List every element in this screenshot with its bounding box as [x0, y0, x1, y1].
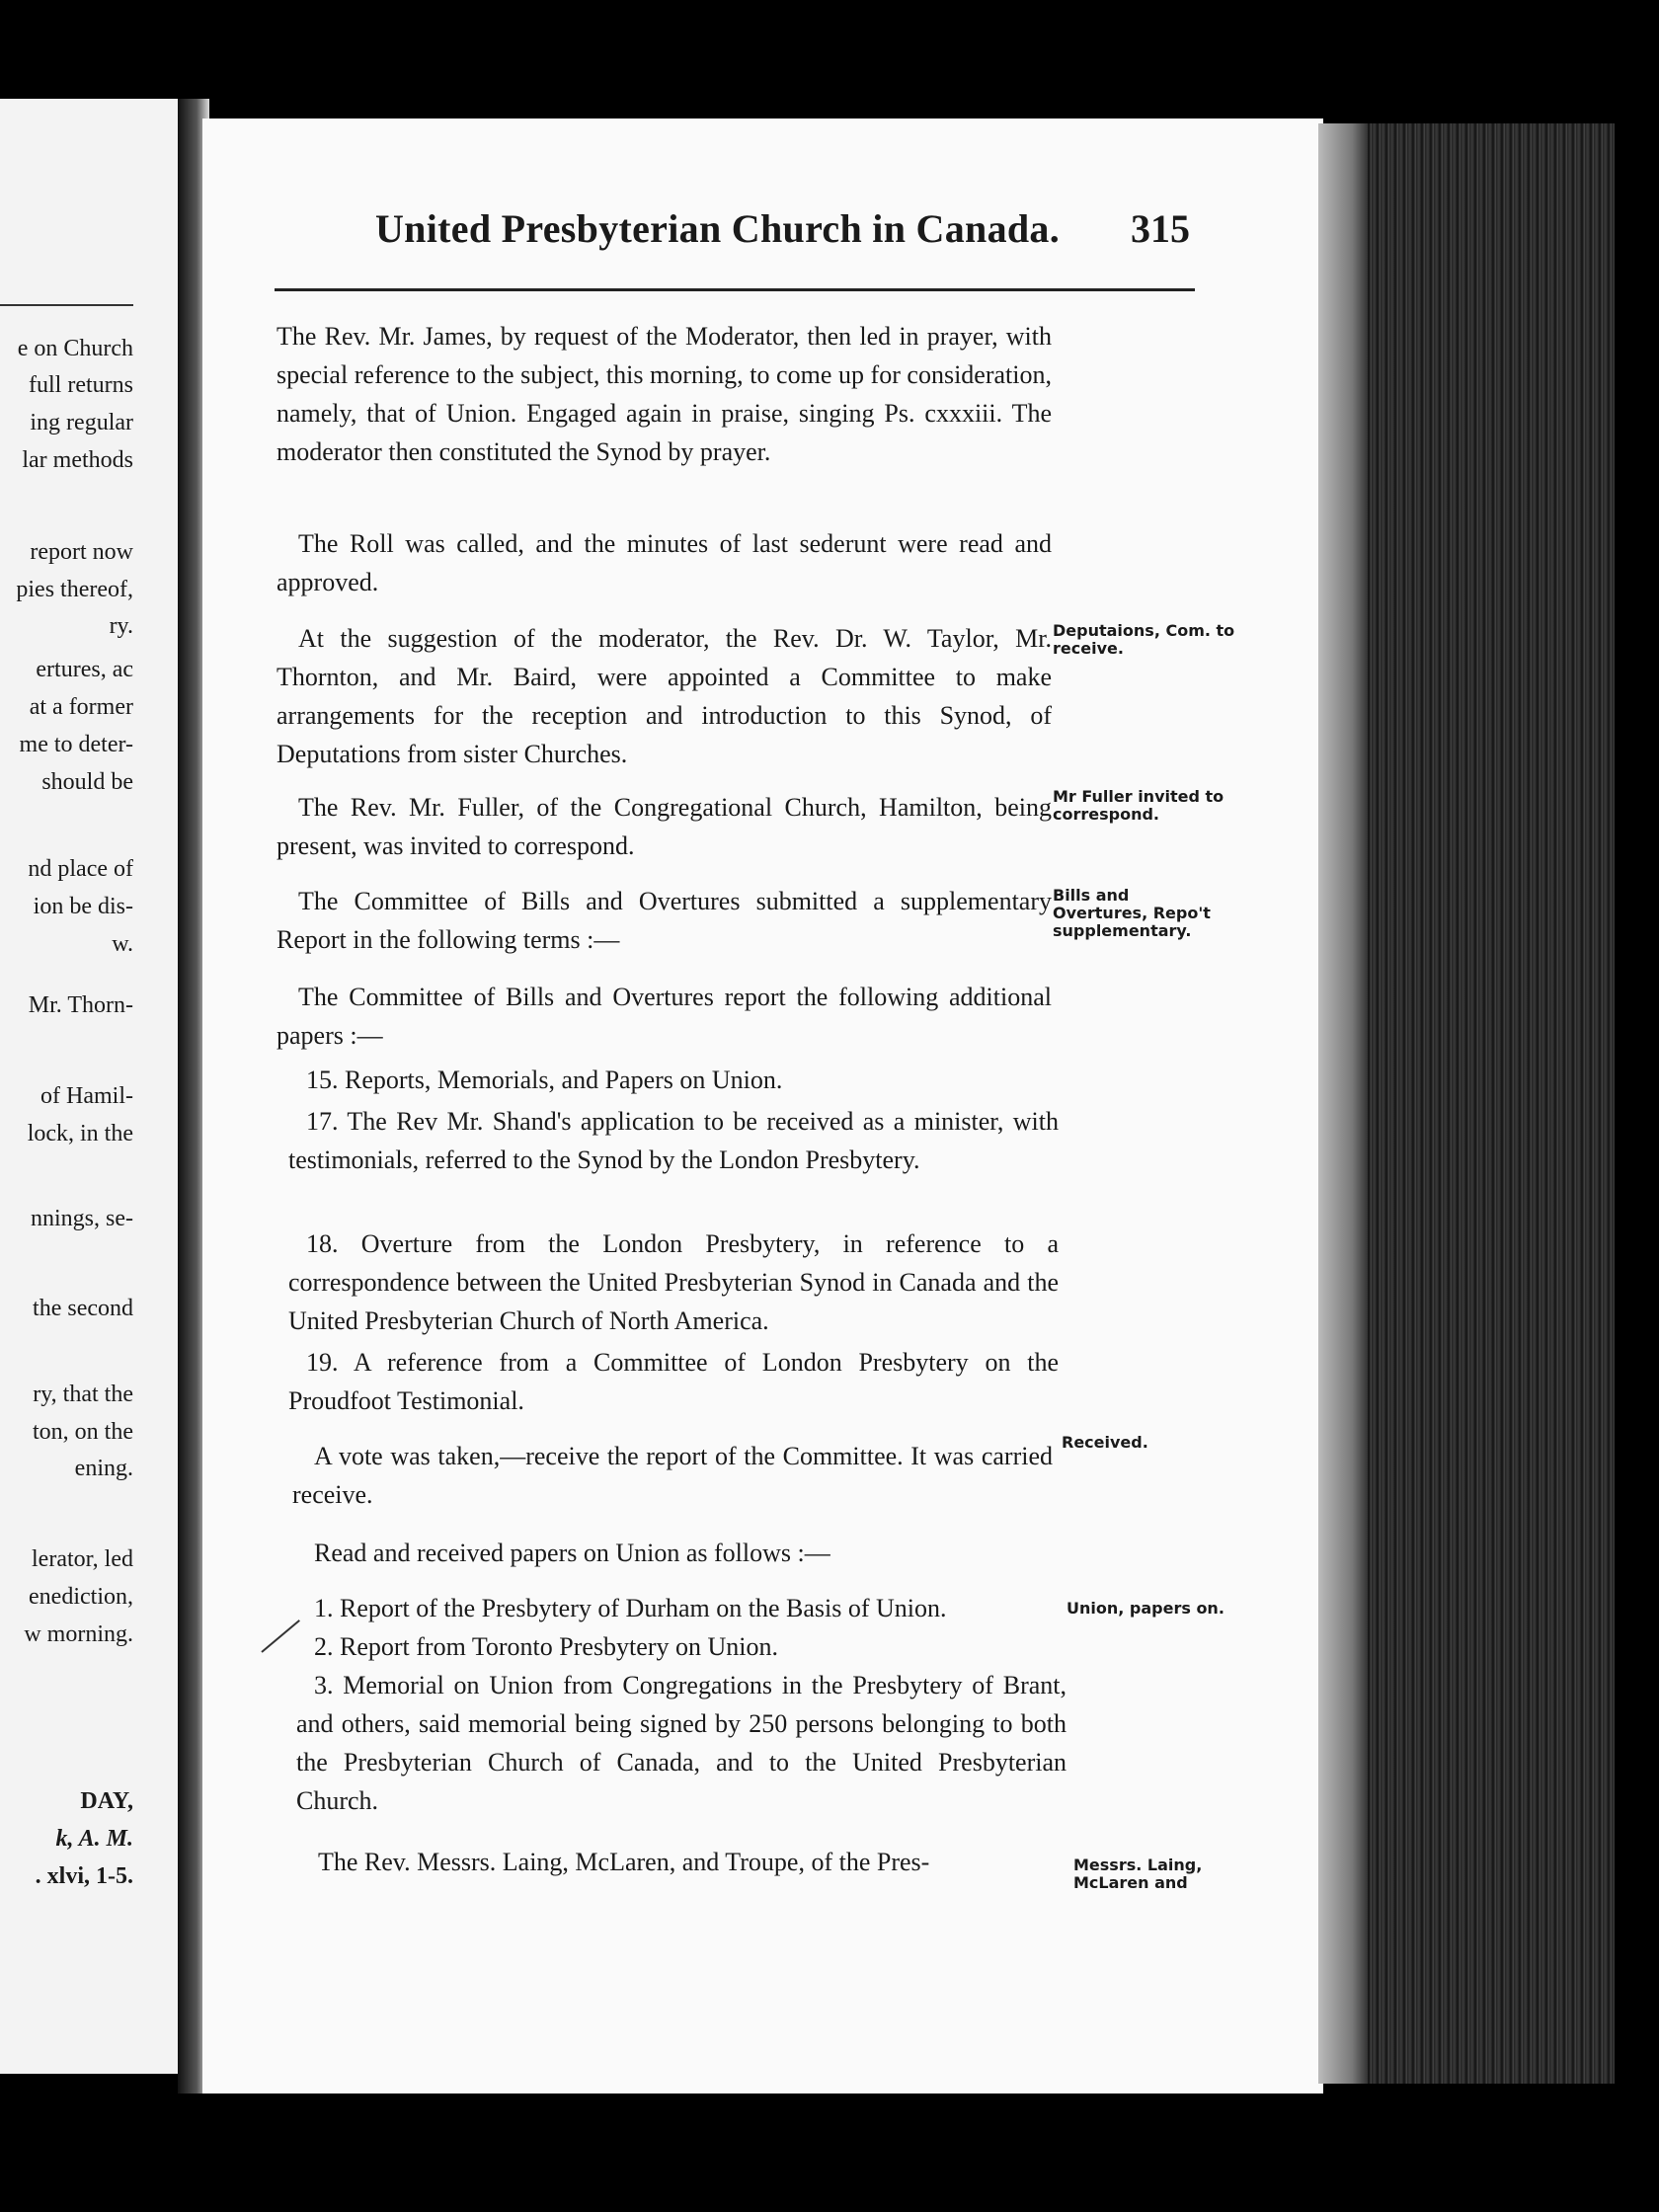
margin-note-fuller: Mr Fuller invited to correspond.	[1053, 787, 1224, 824]
paragraph-messrs: The Rev. Messrs. Laing, McLaren, and Troupe, of the Pres-	[318, 1848, 930, 1876]
page-edge-shadow	[1318, 123, 1368, 2084]
margin-note-received: Received.	[1062, 1433, 1148, 1452]
left-page-rule	[0, 304, 133, 306]
left-page-line: DAY,	[80, 1788, 133, 1814]
margin-note-messrs: Messrs. Laing, McLaren and	[1073, 1856, 1203, 1892]
left-page-line: the second	[33, 1296, 133, 1321]
left-page-line: enediction,	[29, 1584, 133, 1610]
paragraph-fuller: The Rev. Mr. Fuller, of the Congregational Church, Hamilton, being present, was invited to correspond.	[276, 793, 1052, 860]
left-page-line: lock, in the	[27, 1121, 133, 1146]
left-page-line: ry.	[109, 613, 133, 639]
list-item-17: 17. The Rev Mr. Shand's application to be received as a minister, with testimonials, referred to the Synod by the London Presbytery.	[288, 1107, 1059, 1174]
left-page-line: pies thereof,	[16, 577, 133, 602]
left-page-line: ening.	[74, 1456, 133, 1481]
left-page-line: ion be dis-	[33, 894, 133, 919]
list-item-18: 18. Overture from the London Presbytery, in reference to a correspondence between the United Presbyterian Synod in Canada and the United Presbyterian Church of North America.	[288, 1229, 1059, 1335]
header-rule	[275, 288, 1195, 291]
left-page-line: full returns	[29, 372, 133, 398]
left-page-line: k, A. M.	[55, 1826, 133, 1852]
paragraph-vote: A vote was taken,—receive the report of the Committee. It was carried receive.	[292, 1442, 1053, 1509]
left-page-line: report now	[30, 539, 133, 565]
paragraph-james-prayer: The Rev. Mr. James, by request of the Moderator, then led in prayer, with special reference to the subject, this morning, to come up for consideration, namely, that of Union. Engaged again in praise, singing Ps. cxxxiii. The moderator then constituted the Synod by prayer.	[276, 322, 1052, 466]
left-page-line: me to deter-	[19, 732, 133, 757]
union-item-3: 3. Memorial on Union from Congregations in the Presbytery of Brant, and others, said memorial being signed by 250 persons belonging to both the Presbyterian Church of Canada, and to the United Presbyterian Church.	[296, 1671, 1066, 1815]
left-page-line: w morning.	[24, 1621, 133, 1647]
paragraph-deputations-committee: At the suggestion of the moderator, the Rev. Dr. W. Taylor, Mr. Thornton, and Mr. Baird, were appointed a Committee to make arrangements for the reception and introduction to this Synod, of Deputations from sister Churches.	[276, 624, 1052, 768]
left-page-line: should be	[41, 769, 133, 795]
paragraph-union-papers: Read and received papers on Union as follows :—	[314, 1539, 830, 1567]
left-page-line: . xlvi, 1-5.	[35, 1863, 133, 1889]
paragraph-additional-papers: The Committee of Bills and Overtures report the following additional papers :—	[276, 983, 1052, 1050]
margin-note-union: Union, papers on.	[1066, 1599, 1224, 1618]
left-page-line: nd place of	[28, 856, 133, 882]
left-page-line: ertures, ac	[36, 657, 133, 682]
paragraph-roll-called: The Roll was called, and the minutes of last sederunt were read and approved.	[276, 529, 1052, 596]
left-page-line: at a former	[29, 694, 133, 720]
list-item-19: 19. A reference from a Committee of London Presbytery on the Proudfoot Testimonial.	[288, 1348, 1059, 1415]
left-page-line: ton, on the	[33, 1419, 133, 1445]
margin-note-bills: Bills and Overtures, Repo't supplementary.	[1053, 886, 1211, 940]
paragraph-bills-overtures: The Committee of Bills and Overtures submitted a supplementary Report in the following terms :—	[276, 887, 1052, 954]
left-page-line: w.	[112, 931, 133, 957]
left-page-line: lar methods	[22, 447, 133, 473]
left-page-line: Mr. Thorn-	[28, 992, 133, 1018]
left-page-line: of Hamil-	[40, 1083, 133, 1109]
running-title: United Presbyterian Church in Canada.	[375, 206, 1061, 251]
union-item-1: 1. Report of the Presbytery of Durham on the Basis of Union.	[314, 1594, 947, 1622]
left-page-line: lerator, led	[32, 1546, 133, 1572]
left-page-line: ing regular	[30, 410, 133, 435]
left-page-line: nnings, se-	[31, 1206, 133, 1231]
left-page-line: e on Church	[17, 336, 133, 361]
previous-page-fragment	[0, 99, 188, 2074]
left-page-line: ry, that the	[33, 1382, 133, 1407]
union-item-2: 2. Report from Toronto Presbytery on Union.	[314, 1632, 778, 1661]
page-number: 315	[1131, 206, 1190, 251]
list-item-15: 15. Reports, Memorials, and Papers on Union.	[306, 1066, 783, 1094]
margin-note-deputations: Deputaions, Com. to receive.	[1053, 621, 1235, 658]
